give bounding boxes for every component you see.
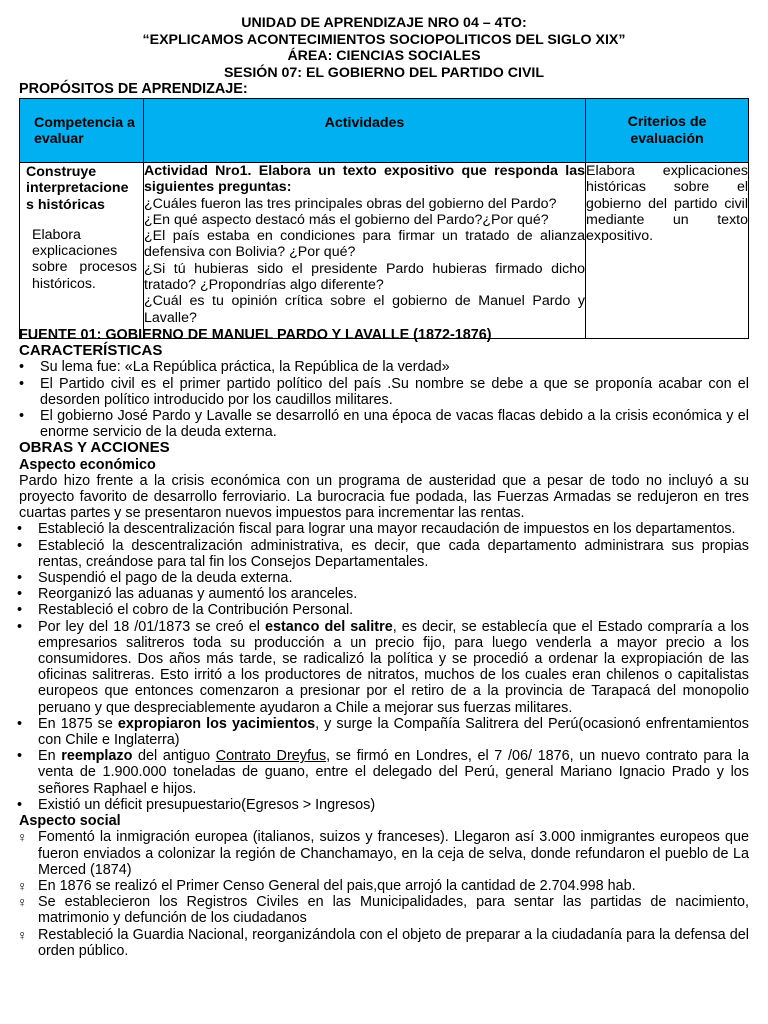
unit-subtitle: “EXPLICAMOS ACONTECIMIENTOS SOCIOPOLITICOS DEL SIGLO XIX”: [142, 32, 626, 48]
source-section: [19, 327, 749, 959]
competencia-desc: Elabora explicaciones sobre procesos históricos.: [32, 226, 137, 292]
header-criterios: Criterios de evaluación: [586, 99, 749, 163]
criterio-cell: Elabora explicaciones históricas sobre el gobierno del partido civil mediante un texto expositivo.: [586, 163, 749, 339]
competencia-title: Construye interpretacione s históricas: [26, 164, 129, 213]
caracteristicas-heading: CARACTERÍSTICAS: [19, 342, 163, 360]
salitre-pre: Por ley del 18 /01/1873 se creó el: [38, 618, 265, 635]
list-item: • Estableció la descentralización administrativa, es decir, que cada departamento administrara sus propias rentas, creándose para tal fin los Consejos Departamentales.: [38, 538, 749, 570]
table-row: [20, 163, 749, 339]
list-item: • El gobierno José Pardo y Lavalle se desarrolló en una época de vacas flacas debido a la crisis económica y el enorme servicio de la deuda externa.: [40, 408, 749, 440]
expropiacion-post: , y surge la Compañía Salitrera del Perú(ocasionó enfrentamientos con Chile e Inglaterra): [38, 715, 749, 749]
expropiacion-pre: En 1875 se: [38, 715, 118, 732]
dreyfus-underline: Contrato Dreyfus: [215, 748, 327, 765]
list-item: • Existió un déficit presupuestario(Egresos > Ingresos): [38, 797, 749, 813]
list-item-expropiacion: [38, 716, 749, 748]
propositos-heading: PROPÓSITOS DE APRENDIZAJE:: [19, 81, 248, 97]
area-title: ÁREA: CIENCIAS SOCIALES: [287, 48, 481, 64]
pregunta-1: ¿Cuáles fueron las tres principales obras del gobierno del Pardo?: [144, 195, 557, 212]
dreyfus-pre: En: [38, 748, 62, 765]
source-title: FUENTE 01: GOBIERNO DE MANUEL PARDO Y LAVALLE (1872-1876): [19, 327, 492, 343]
list-item: ♀ Fomentó la inmigración europea (italianos, suizos y franceses). Llegaron así 3.000 inmigrantes europeos que fueron enviados a colonizar la región de Chanchamayo, en la ceja de selva, donde refundaron el pueblo de La Merced (1874): [38, 829, 749, 878]
actividad-title: Actividad Nro1. Elabora un texto expositivo que responda las siguientes preguntas:: [144, 163, 585, 196]
pregunta-3: ¿El país estaba en condiciones para firmar un tratado de alianza defensiva con Bolivia? ¿Por qué?: [144, 228, 585, 261]
header-actividades: Actividades: [144, 99, 586, 163]
list-item-salitre: [38, 619, 749, 716]
salitre-bold: estanco del salitre: [264, 618, 393, 635]
pregunta-5: ¿Cuál es tu opinión crítica sobre el gobierno de Manuel Pardo y Lavalle?: [144, 293, 585, 326]
list-item: • Su lema fue: «La República práctica, la República de la verdad»: [40, 359, 749, 375]
expropiacion-bold: expropiaron los yacimientos: [117, 715, 316, 732]
pregunta-4: ¿Si tú hubieras sido el presidente Pardo hubieras firmado dicho tratado? ¿Propondrías algo diferente?: [144, 260, 585, 294]
list-item: • Estableció la descentralización fiscal para lograr una mayor recaudación de impuestos en los departamentos.: [38, 521, 749, 537]
salitre-post: , es decir, se establecía que el Estado compraría a los empresarios salitreros toda su producción a un precio fijo, para luego venderla a mayor precio a los consumidores. Dos años más tarde, se radicalizó la política y se procedió a ordenar la expropiación de las oficinas salitreras. Esto irritó a los productores de nitratos, muchos de los cuales eran chilenos o capitalistas europeos que entonces comenzaron a presionar por el retiro de a la provincia de Tarapacá del monopolio peruano y que despreciablemente ayudaron a Chile a mejorar sus fuerzas militares.: [38, 618, 749, 716]
dreyfus-post: , se firmó en Londres, el 7 /06/ 1876, un nuevo contrato para la venta de 1.900.000 toneladas de guano, entre el delegado del Perú, general Mariano Ignacio Prado y los señores Raphael e hijos.: [38, 748, 749, 797]
competency-table: [19, 98, 749, 339]
list-item: • Reorganizó las aduanas y aumentó los aranceles.: [38, 586, 749, 602]
list-item: ♀ Se establecieron los Registros Civiles en las Municipalidades, para sentar las partidas de nacimiento, matrimonio y defunción de los ciudadanos: [38, 894, 749, 926]
social-heading: Aspecto social: [19, 813, 121, 830]
obras-heading: OBRAS Y ACCIONES: [19, 439, 170, 457]
table-header-row: [20, 99, 749, 163]
list-item: ♀ Restableció la Guardia Nacional, reorganizándola con el objeto de preparar a la ciudadanía para la defensa del orden público.: [38, 927, 749, 959]
unit-title: UNIDAD DE APRENDIZAJE NRO 04 – 4TO:: [241, 15, 527, 31]
pregunta-2: ¿En qué aspecto destacó más el gobierno del Pardo?¿Por qué?: [144, 211, 549, 228]
economico-heading: Aspecto económico: [19, 456, 156, 473]
economico-list: [38, 521, 749, 813]
header-competencia: Competencia a evaluar: [20, 99, 144, 163]
list-item-dreyfus: [38, 748, 749, 797]
social-list: [38, 829, 749, 959]
competencia-cell: [20, 163, 144, 339]
list-item: ♀ En 1876 se realizó el Primer Censo General del pais,que arrojó la cantidad de 2.704.998 hab.: [38, 878, 749, 894]
actividades-cell: [144, 163, 586, 339]
session-title: SESIÓN 07: EL GOBIERNO DEL PARTIDO CIVIL: [223, 65, 545, 81]
caracteristicas-list: [40, 359, 749, 440]
economico-intro: Pardo hizo frente a la crisis económica con un programa de austeridad que a pesar de todo no incluyó a su proyecto favorito de desarrollo ferroviario. La burocracia fue podada, las Fuerzas Armadas se redujeron en tres cuartas partes y se presentaron nuevos impuestos para incrementar las rentas.: [19, 472, 749, 522]
list-item: • Restableció el cobro de la Contribución Personal.: [38, 602, 749, 618]
list-item: • Suspendió el pago de la deuda externa.: [38, 570, 749, 586]
dreyfus-mid: del antiguo: [132, 748, 216, 765]
dreyfus-bold: reemplazo: [61, 748, 133, 765]
list-item: • El Partido civil es el primer partido político del país .Su nombre se debe a que se proponía acabar con el desorden político introducido por los caudillos militares.: [40, 376, 749, 408]
